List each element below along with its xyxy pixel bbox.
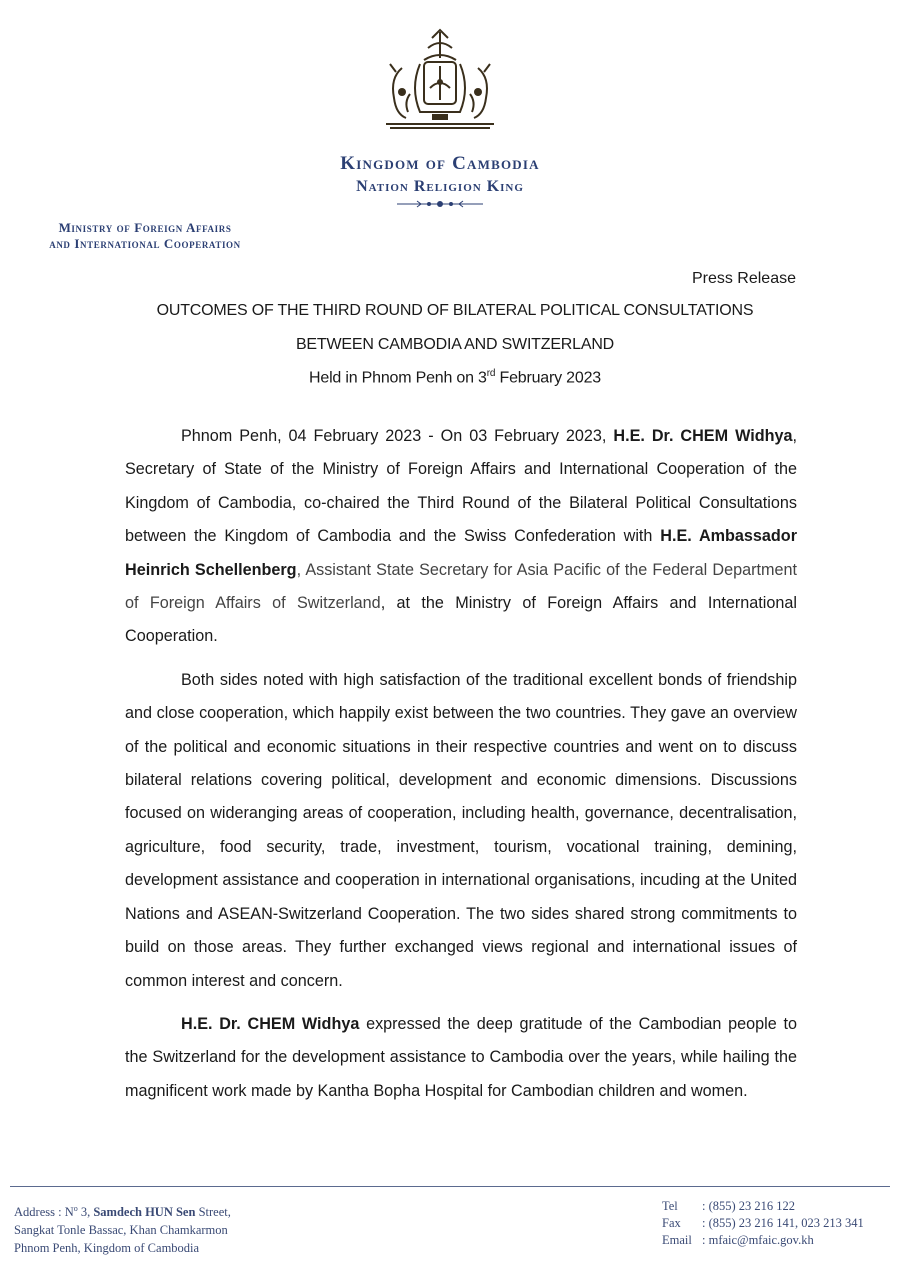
national-motto: Nation Religion King — [356, 178, 524, 195]
press-release-body — [125, 420, 797, 1118]
letterhead-kingdom — [300, 152, 580, 198]
p1-text: , Secretary of State of the Ministry of Foreign Affairs and International Cooperation of the Kingdom of Cambodia, co-chaired the Third Round of the Bilateral Political Consultations between the Kingdom of Cambodia and the Swiss Confederation with — [125, 427, 797, 546]
title-date-suffix: February 2023 — [495, 369, 601, 387]
title-line-1: OUTCOMES OF THE THIRD ROUND OF BILATERAL POLITICAL CONSULTATIONS — [156, 302, 754, 319]
address-number: 3, — [77, 1205, 94, 1220]
p1-title-text: , Assistant State Secretary for Asia Pacific of the Federal Department of Foreign Affairs of Switzerland — [125, 560, 798, 613]
address-street: Street, — [195, 1205, 231, 1220]
p1-name-schellenberg: H.E. Ambassador Heinrich Schellenberg — [125, 527, 797, 579]
email-value: : mfaic@mfaic.gov.kh — [702, 1233, 814, 1247]
paragraph-3 — [125, 1008, 797, 1108]
title-date-prefix: Held in Phnom Penh on 3 — [309, 369, 487, 387]
p1-dateline: Phnom Penh, 04 February 2023 - On 03 February 2023, — [181, 427, 614, 445]
address-sup: o — [73, 1204, 78, 1213]
fax-value: : (855) 23 216 141, 023 213 341 — [702, 1216, 864, 1230]
footer-address — [14, 1200, 231, 1257]
fax-label: Fax — [662, 1216, 681, 1230]
p3-text: expressed the deep gratitude of the Cambodian people to the Switzerland for the development assistance to Cambodia over the years, while hailing the magnificent work made by Kantha Bopha Hospital for Cambodian children and women. — [125, 1014, 797, 1100]
address-line-2: Sangkat Tonle Bassac, Khan Chamkarmon — [14, 1223, 228, 1238]
title-ordinal-suffix: rd — [486, 368, 496, 379]
title-line-3 — [110, 368, 800, 387]
ornament-divider-icon — [395, 198, 485, 210]
contact-email — [662, 1232, 864, 1249]
tel-value: : (855) 23 216 122 — [702, 1199, 796, 1213]
email-label: Email — [662, 1233, 692, 1247]
footer-divider — [10, 1186, 890, 1187]
ministry-line-2: and International Cooperation — [49, 236, 241, 251]
tel-label: Tel — [662, 1199, 678, 1213]
royal-coat-of-arms-icon — [380, 28, 500, 140]
contact-tel — [662, 1198, 864, 1215]
document-type: Press Release — [691, 270, 796, 287]
address-street-name: Samdech HUN Sen — [93, 1205, 196, 1220]
contact-fax — [662, 1215, 864, 1232]
paragraph-2: Both sides noted with high satisfaction of the traditional excellent bonds of friendship and close cooperation, which happily exist between the two countries. They gave an overview of the political and economic situations in their respective countries and went on to discuss bilateral relations covering political, development and economic dimensions. Discussions focused on wideranging areas of cooperation, including health, governance, decentralisation, agriculture, food security, trade, investment, tourism, vocational training, demining, development assistance and cooperation in international organisations, incuding at the United Nations and ASEAN-Switzerland Cooperation. The two sides shared strong commitments to build on those areas. They further exchanged views regional and international issues of common interest and concern. — [125, 670, 797, 990]
p1-name-chem-widhya: H.E. Dr. CHEM Widhya — [613, 427, 793, 445]
title-line-2: BETWEEN CAMBODIA AND SWITZERLAND — [295, 336, 615, 353]
kingdom-name: Kingdom of Cambodia — [340, 153, 540, 174]
p3-name-chem-widhya: H.E. Dr. CHEM Widhya — [181, 1014, 360, 1033]
ministry-line-1: Ministry of Foreign Affairs — [58, 220, 232, 235]
address-prefix: Address : N — [14, 1205, 74, 1220]
p1-closing: , at the Ministry of Foreign Affairs and International Cooperation. — [125, 594, 797, 646]
footer-contact — [662, 1198, 864, 1249]
address-line-1 — [14, 1200, 231, 1221]
paragraph-1 — [125, 420, 797, 654]
ministry-name — [10, 220, 280, 252]
address-line-3: Phnom Penh, Kingdom of Cambodia — [14, 1241, 200, 1256]
